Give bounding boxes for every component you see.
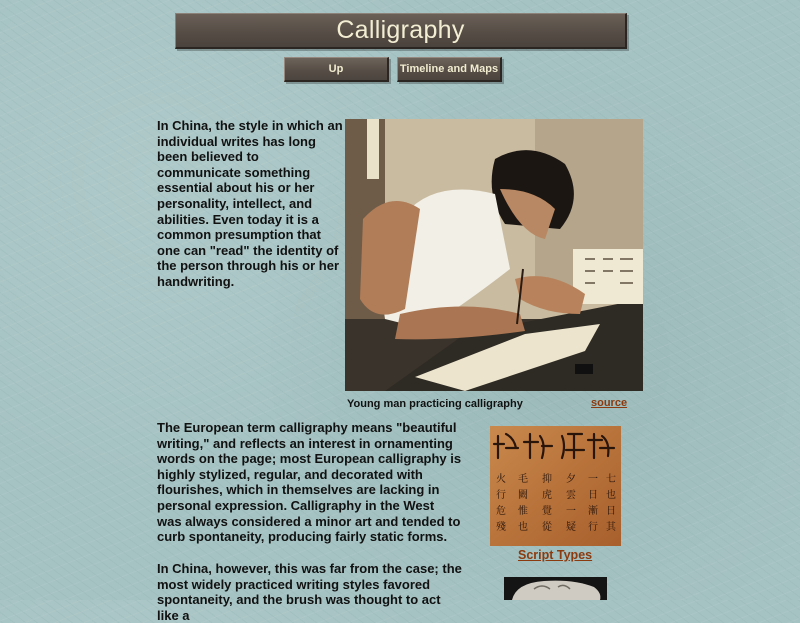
svg-text:火: 火 [496, 474, 506, 485]
svg-text:毛: 毛 [518, 474, 528, 485]
china-calligraphy-paragraph: In China, however, this was far from the case; the most widely practiced writing styles favored spontaneity, and the brush was thought to act like a [157, 561, 462, 623]
svg-text:覺: 覺 [542, 506, 552, 517]
timeline-and-maps-button-label: Timeline and Maps [399, 63, 499, 75]
svg-text:其: 其 [606, 522, 616, 533]
photo-source-link[interactable]: source [591, 397, 628, 409]
svg-text:日: 日 [588, 490, 598, 501]
svg-text:惟: 惟 [518, 506, 528, 517]
up-button[interactable] [284, 57, 389, 82]
page-title: Calligraphy [336, 16, 465, 44]
svg-text:疑: 疑 [566, 522, 576, 533]
script-types-link[interactable]: Script Types [518, 548, 593, 562]
svg-text:漸: 漸 [588, 506, 598, 517]
svg-text:殘: 殘 [496, 522, 506, 533]
svg-text:夕: 夕 [566, 474, 576, 485]
up-button-label: Up [328, 63, 344, 75]
svg-text:也: 也 [606, 490, 616, 501]
svg-text:抑: 抑 [542, 474, 552, 485]
calligraphy-practice-photo [345, 119, 643, 391]
svg-text:從: 從 [542, 522, 552, 533]
photo-caption: Young man practicing calligraphy [347, 398, 523, 410]
svg-text:行: 行 [588, 522, 598, 533]
timeline-and-maps-button[interactable] [397, 57, 502, 82]
intro-paragraph: In China, the style in which an individual writes has long been believed to communicate something essential about his or her personality, intellect, and abilities. Even today it is a common presumption that one can "read" the identity of the person through his or her handwriting. [157, 118, 343, 289]
svg-text:行: 行 [496, 490, 506, 501]
svg-text:也: 也 [518, 522, 528, 533]
svg-text:闕: 闕 [518, 490, 528, 501]
svg-text:一: 一 [566, 506, 576, 517]
svg-text:雲: 雲 [566, 490, 576, 501]
svg-text:危: 危 [496, 506, 506, 517]
svg-text:虎: 虎 [542, 490, 552, 501]
european-calligraphy-paragraph: The European term calligraphy means "beautiful writing," and reflects an interest in ornamenting words on the page; most European calligraphy is highly stylized, regular, and decorated with flourishes, which in themselves are lacking in personal expression. Calligraphy in the West was always considered a minor art and tended to curb spontaneity, producing fairly static forms. [157, 420, 462, 545]
page-title-banner [175, 13, 627, 49]
artifact-image [504, 577, 607, 600]
svg-text:七: 七 [606, 474, 616, 485]
svg-text:日: 日 [606, 506, 616, 517]
svg-text:一: 一 [588, 474, 598, 485]
script-types-image[interactable] [490, 426, 621, 546]
